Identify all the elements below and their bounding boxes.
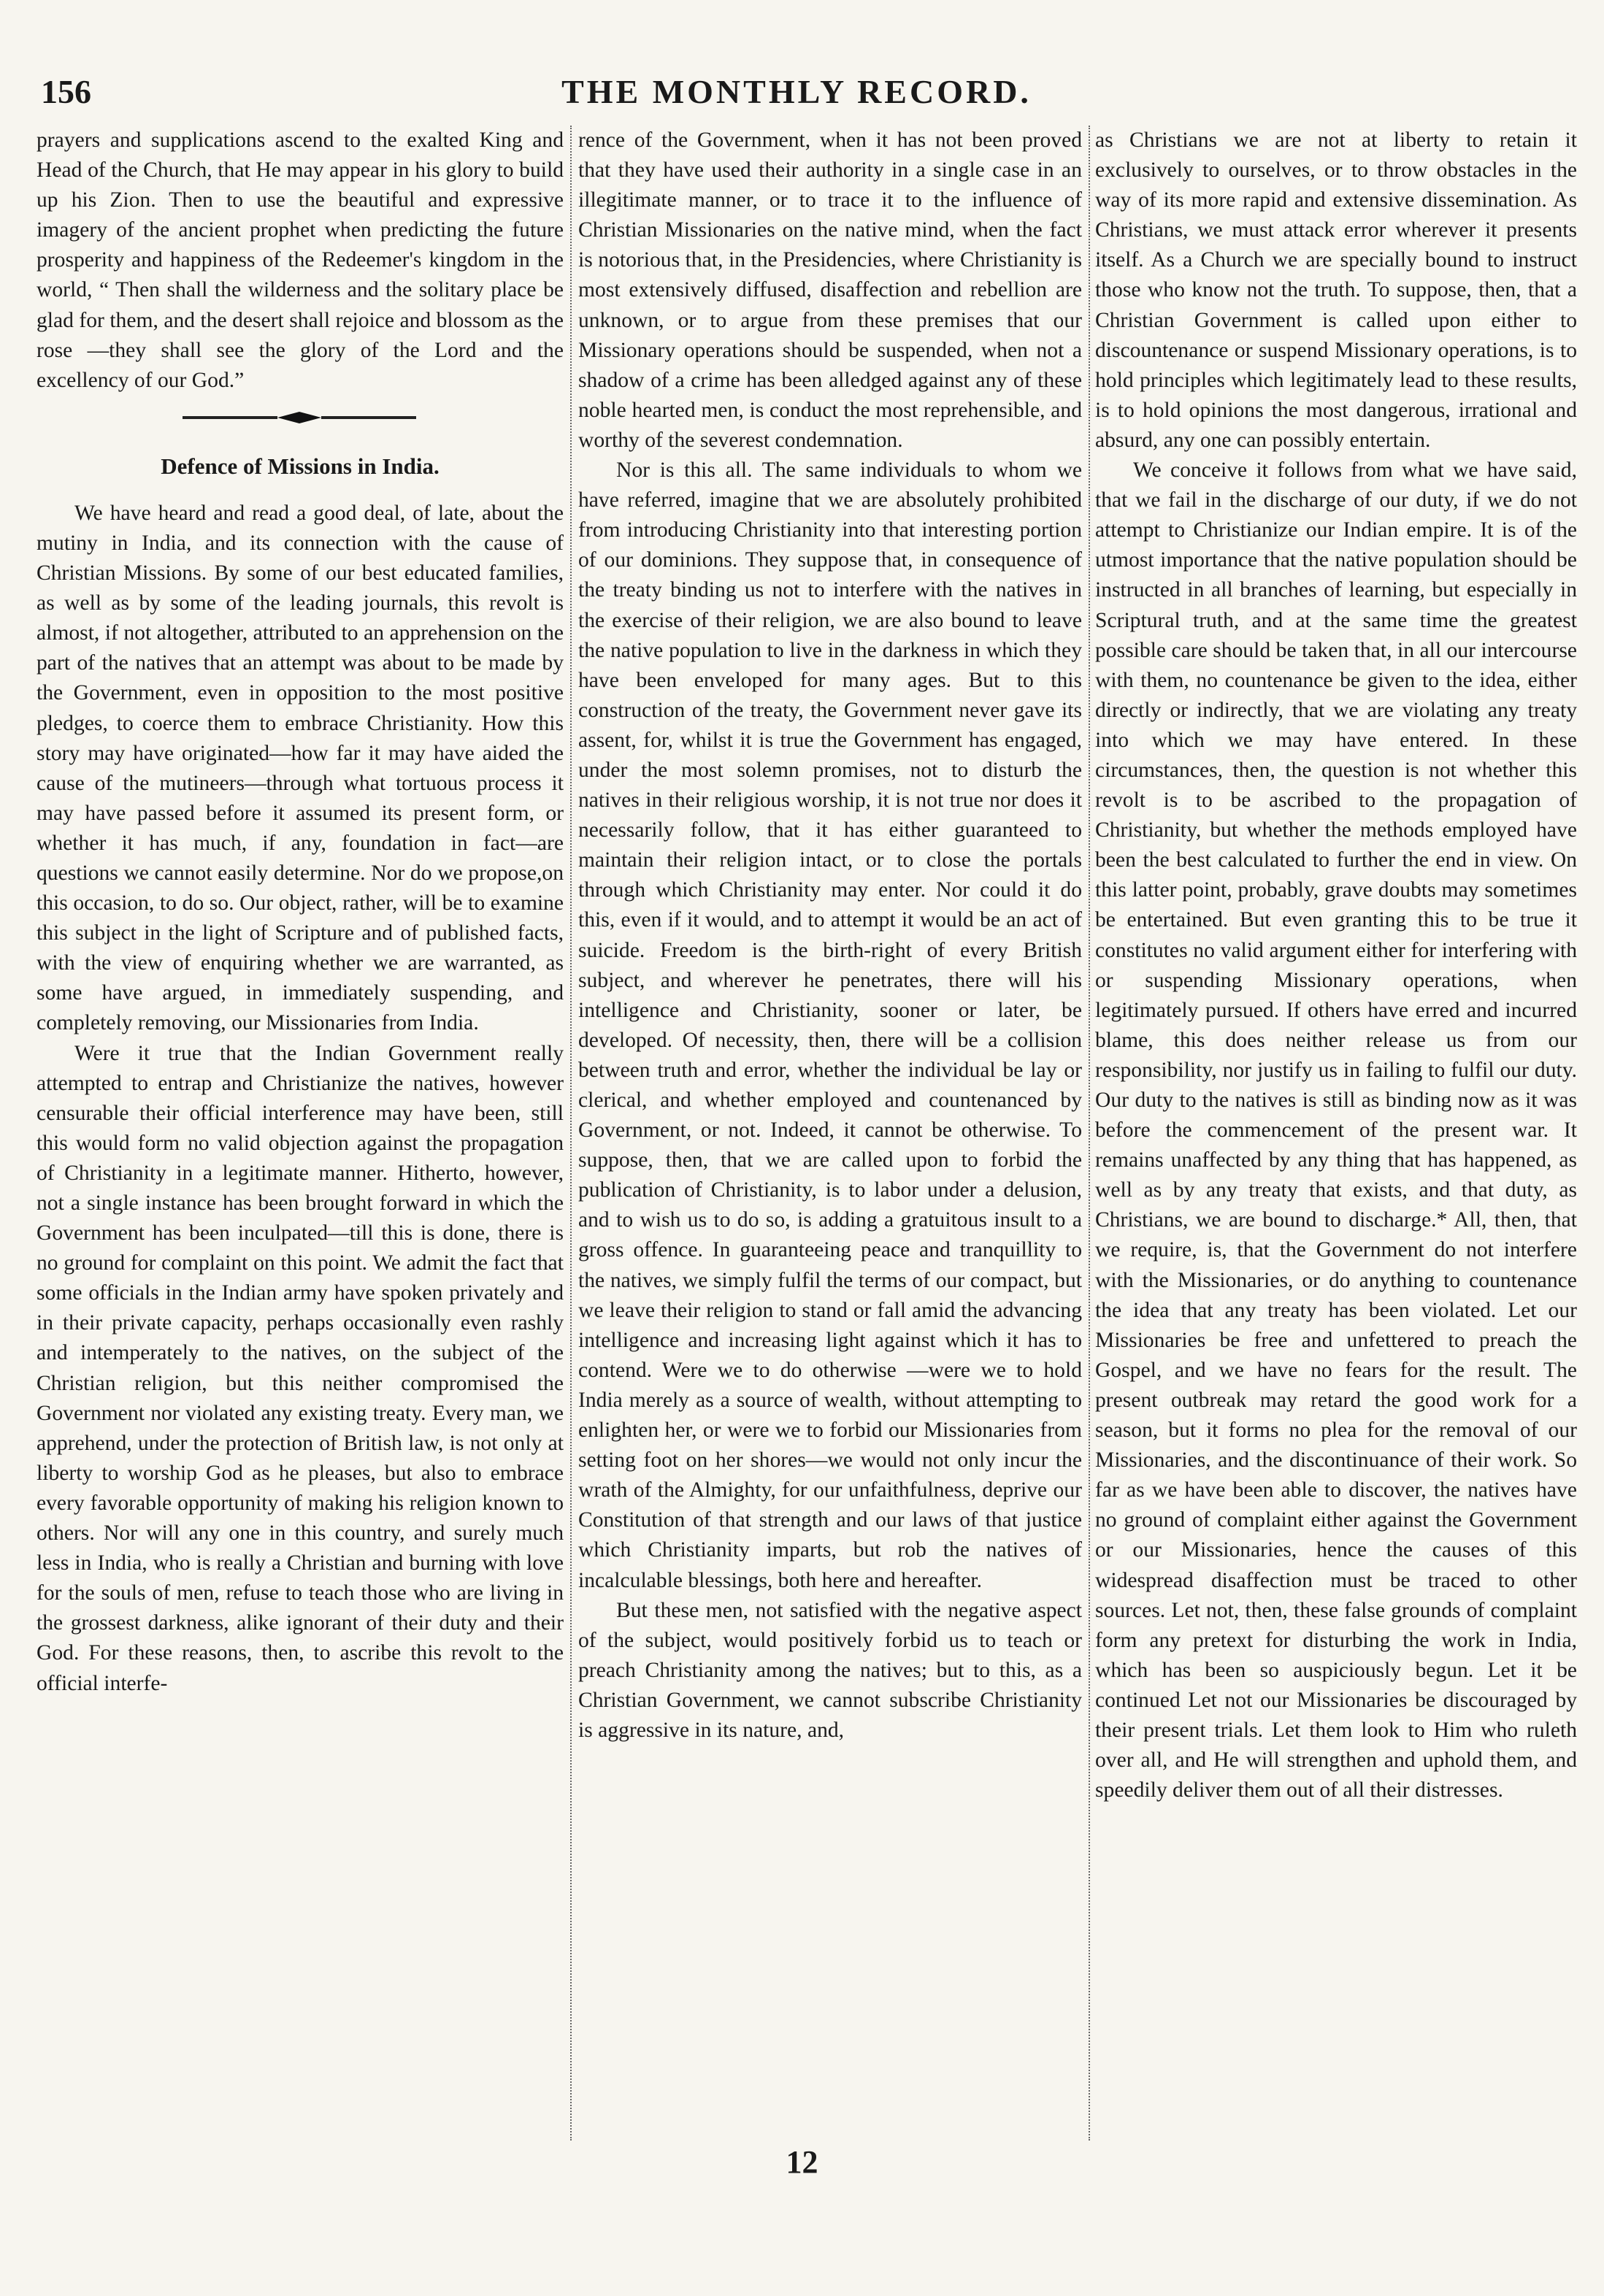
paragraph: We conceive it follows from what we have said, that we fail in the discharge of our duty, if we do not attempt to Christianize our Indian empire. It is of the utmost importance that the native population should be instructed in all branches of learning, but especially in Scriptural truth, and at the same time the greatest possible care should be taken that, in all our intercourse with them, no countenance be given to the idea, either directly or indirectly, that we are violating any treaty into which we may have entered. In these circumstances, then, the question is not whether this revolt is to be ascribed to the propagation of Christianity, but whether the methods employed have been the best calculated to further the end in view. On this latter point, probably, grave doubts may sometimes be entertained. But even granting this to be true it constitutes no valid argument either for interfering with or suspending Missionary operations, when legitimately pursued. If others have erred and incurred blame, this does neither release us from our responsibility, nor justify us in failing to fulfil our duty. Our duty to the natives is still as binding now as it was before the commencement of the present war. It remains unaffected by any thing that has happened, as well as by any treaty that exists, and that duty, as Christians, we are bound to discharge.* All, then, that we require, is, that the Government do not interfere with the Missionaries, or do anything to countenance the idea that any treaty has been violated. Let our Missionaries be free and unfettered to preach the Gospel, and we have no fears for the result. The present outbreak may retard the good work for a season, but it forms no plea for the removal of our Missionaries, and the discontinuance of their work. So far as we have been able to discover, the natives have no ground of complaint either against the Government or our Missionaries, hence the causes of this widespread disaffection must be traced to other sources. Let not, then, these false grounds of complaint form any pretext for disturbing the work in India, which has been so auspiciously begun. Let it be continued Let not our Missionaries be discouraged by their present trials. Let them look to Him who ruleth over all, and He will strengthen and uphold them, and speedily deliver them out of all their distresses. [1095,458,1577,1802]
column-1 [37,126,564,1699]
page-number: 156 [41,73,91,110]
paragraph: prayers and supplications ascend to the exalted King and Head of the Church, that He may appear in his glory to build up his Zion. Then to use the beautiful and expressive imagery of the ancient prophet when predicting the future prosperity and happiness of the Redeemer's kingdom in the world, “ Then shall the wilderness and the solitary place be glad for them, and the desert shall rejoice and blossom as the rose —they shall see the glory of the Lord and the excellency of our God.” [37,128,564,392]
column-rule-1 [570,126,572,2140]
article-heading: Defence of Missions in India. [161,453,440,479]
column-3 [1095,126,1577,1805]
ornament-rule-icon [183,410,416,425]
page-header [41,70,1552,114]
paragraph: We have heard and read a good deal, of late, about the mutiny in India, and its connection with the cause of Christian Missions. By some of our best educated families, as well as by some of the leading journals, this revolt is almost, if not altogether, attributed to an apprehension on the part of the natives that an attempt was about to be made by the Government, even in opposition to the most positive pledges, to coerce them to embrace Christianity. How this story may have originated—how far it may have aided the cause of the mutineers—through what tortuous process it may have passed before it assumed its present form, or whether it has much, if any, foundation in fact—are questions we cannot easily determine. Nor do we propose,on this occasion, to do so. Our object, rather, will be to examine this subject in the light of Scripture and of published facts, with the view of enquiring whether we are warranted, as some have argued, in immediately suspending, and completely removing, our Missionaries from India. [37,501,564,1035]
publication-title: THE MONTHLY RECORD. [561,73,1032,110]
paragraph: rence of the Government, when it has not been proved that they have used their authority in a single case in an illegitimate manner, or to trace it to the influence of Christian Missionaries on the native mind, when the fact is notorious that, in the Presidencies, where Christianity is most extensively diffused, disaffection and rebellion are unknown, or to argue from these premises that our Missionary operations should be suspended, when not a shadow of a crime has been alledged against any of these noble hearted men, is conduct the most reprehensible, and worthy of the severest condemnation. [578,128,1082,452]
column-2 [578,126,1082,1746]
paragraph: as Christians we are not at liberty to retain it exclusively to ourselves, or to throw obstacles in the way of its more rapid and extensive dissemination. As Christians, we must attack error wherever it presents itself. As a Church we are specially bound to instruct those who know not the truth. To suppose, then, that a Christian Government is called upon either to discountenance or suspend Missionary operations, is to hold principles which legitimately lead to these results, is to hold opinions the most dangerous, irrational and absurd, any one can possibly entertain. [1095,128,1577,452]
column-rule-2 [1089,126,1090,2140]
signature-mark: 12 [786,2144,818,2180]
paragraph: Nor is this all. The same individuals to whom we have referred, imagine that we are absolutely prohibited from introducing Christianity into that interesting portion of our dominions. They suppose that, in consequence of the treaty binding us not to interfere with the natives in the exercise of their religion, we are also bound to leave the native population to live in the darkness in which they have been enveloped for many ages. But to this construction of the treaty, the Government never gave its assent, for, whilst it is true the Government has engaged, under the most solemn promises, not to disturb the natives in their religious worship, it is not true nor does it necessarily follow, that it has either guaranteed to maintain their religion intact, or to close the portals through which Christianity may enter. Nor could it do this, even if it would, and to attempt it would be an act of suicide. Freedom is the birth-right of every British subject, and wherever he penetrates, there will his intelligence and Christianity, sooner or later, be developed. Of necessity, then, there will be a collision between truth and error, whether the individual be lay or clerical, and whether employed and countenanced by Government, or not. Indeed, it cannot be otherwise. To suppose, then, that we are called upon to forbid the publication of Christianity, is to labor under a delusion, and to wish us to do so, is adding a gratuitous insult to a gross offence. In guaranteeing peace and tranquillity to the natives, we simply fulfil the terms of our compact, but we leave their religion to stand or fall amid the advancing intelligence and increasing light against which it has to contend. Were we to do otherwise —were we to hold India merely as a source of wealth, without attempting to enlighten her, or were we to forbid our Missionaries from setting foot on her shores—we would not only incur the wrath of the Almighty, for our unfaithfulness, deprive our Constitution of that strength and our laws of that justice which Christianity imparts, but rob the natives of incalculable blessings, both here and hereafter. [578,458,1082,1592]
section-ornament [37,396,564,441]
paragraph: Were it true that the Indian Government really attempted to entrap and Christianize the natives, however censurable their official interference may have been, still this would form no valid objection against the propagation of Christianity in a legitimate manner. Hitherto, however, not a single instance has been brought forward in which the Government has been inculpated—till this is done, there is no ground for complaint on this point. We admit the fact that some officials in the Indian army have spoken privately and in their private capacity, perhaps occasionally even rashly and intemperately to the natives, on the subject of the Christian religion, but this neither compromised the Government nor violated any existing treaty. Every man, we apprehend, under the protection of British law, is not only at liberty to worship God as he pleases, but also to embrace every favorable opportunity of making his religion known to others. Nor will any one in this country, and surely much less in India, who is really a Christian and burning with love for the souls of men, refuse to teach those who are living in the grossest darkness, alike ignorant of their duty and their God. For these reasons, then, to ascribe this revolt to the official interfe- [37,1041,564,1695]
paragraph: But these men, not satisfied with the negative aspect of the subject, would positively forbid us to teach or preach Christianity among the natives; but to this, as a Christian Government, we cannot subscribe Christianity is aggressive in its nature, and, [578,1598,1082,1742]
